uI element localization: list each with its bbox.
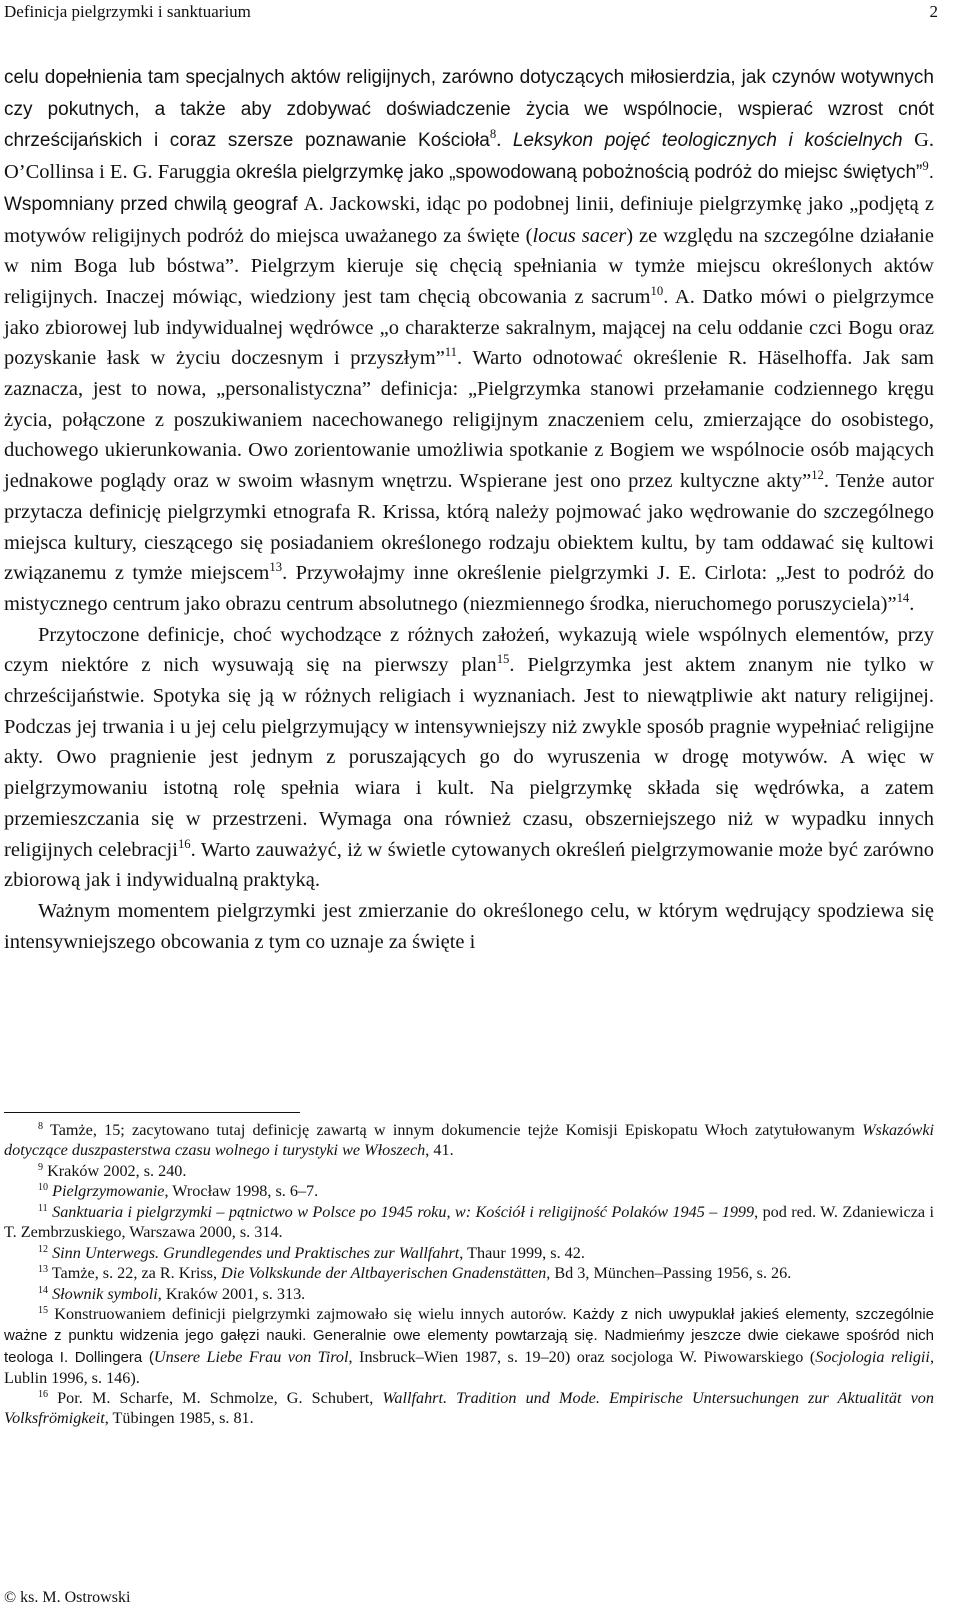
text-span: , 41. bbox=[425, 1141, 454, 1160]
text-span: G. O’Collinsa i E. G. Faruggia bbox=[4, 129, 935, 184]
footnote bbox=[4, 1161, 934, 1181]
text-span: , Lublin 1996, s. 146). bbox=[4, 1347, 934, 1387]
footnote-ref: 14 bbox=[38, 1284, 49, 1296]
footnote bbox=[4, 1304, 934, 1387]
italic-text: Sinn Unterwegs. Grundlegendes und Praktisches zur Wallfahrt bbox=[52, 1243, 460, 1262]
text-span: . Pielgrzymka jest aktem znanym nie tylko w chrześcijaństwie. Spotyka się ją w różnych religiach i wyznaniach. Jest to niewątpliwie akt natury religijnej. Podczas jej trwania i u jej celu pielgrzymujący w intensywniejszy niż zwykle sposób pragnie wypełniać religijne akty. Owo pragnienie jest jednym z poruszających go do wyruszenia w drogę motywów. A więc w pielgrzymowaniu istotną rolę spełnia wiara i kult. Na pielgrzymkę składa się wędrówka, a zatem przemieszczania się w przestrzeni. Wymaga ona również czasu, obszerniejszego niż w wypadku innych religijnych celebracji bbox=[4, 654, 934, 861]
italic-text: Unsere Liebe Frau von Tirol bbox=[153, 1347, 349, 1366]
text-span: Przytoczone definicje, choć wychodzące z różnych założeń, wykazują wiele wspólnych elementów, przy czym niektóre z nich wysuwają się na pierwszy plan bbox=[4, 623, 934, 677]
footnote-ref: 11 bbox=[38, 1202, 48, 1214]
text-span: . Przywołajmy inne określenie pielgrzymki J. E. Cirlota: „Jest to podróż do mistycznego centrum jako obrazu centrum absolutnego (niezmiennego środka, nieruchomego poruszyciela)” bbox=[4, 562, 934, 615]
footnote-ref: 15 bbox=[496, 652, 510, 667]
italic-text: Słownik symboli bbox=[52, 1284, 158, 1303]
text-span: A. Jackowski, idąc po podobnej linii, definiuje pielgrzymkę jako „podjętą z motywów religijnych podróż do miejsca uważanego za święte ( bbox=[4, 192, 934, 247]
text-span: . A. Datko mówi o pielgrzymce jako zbiorowej lub indywidualnej wędrówce „o charakterze sakralnym, mającej na celu oddanie czci Bogu oraz pozyskanie łask w życiu doczesnym i przyszłym” bbox=[4, 285, 935, 370]
footnotes bbox=[4, 1120, 934, 1429]
page-footer bbox=[4, 1587, 130, 1609]
italic-text: Pielgrzymowanie bbox=[52, 1182, 165, 1201]
text-span: określa pielgrzymkę jako „spowodowaną pobożnością podróż do miejsc świętych” bbox=[235, 162, 923, 184]
text-span: , Tübingen 1985, s. 81. bbox=[104, 1409, 254, 1428]
page-header bbox=[4, 0, 952, 24]
italic-text: locus sacer bbox=[532, 224, 627, 247]
text-span: , Insbruck–Wien 1987, s. 19–20) oraz socjologa W. Piwowarskiego ( bbox=[348, 1347, 816, 1366]
text-span: Każdy z nich uwypuklał jakieś elementy, szczególnie ważne z punktu widzenia jego gałęzi nauki. Generalnie owe elementy powtarzają się. Nadmieńmy jeszcze dwie ciekawe spośród nich teologa I. Dollingera ( bbox=[4, 1306, 934, 1366]
page-number: 2 bbox=[929, 2, 938, 21]
footnote bbox=[4, 1243, 934, 1263]
footnote bbox=[4, 1202, 934, 1242]
footnote-ref: 16 bbox=[38, 1389, 49, 1400]
copyright-notice: © ks. M. Ostrowski bbox=[4, 1589, 131, 1606]
footnote-ref: 12 bbox=[811, 468, 824, 483]
footnote-ref: 15 bbox=[38, 1305, 49, 1317]
footnote-separator bbox=[4, 1112, 300, 1113]
text-span: , Wrocław 1998, s. 6–7. bbox=[164, 1182, 319, 1201]
text-span: , Kraków 2001, s. 313. bbox=[157, 1284, 306, 1303]
text-span: . bbox=[909, 592, 915, 615]
text-span: Konstruowaniem definicji pielgrzymki zajmowało się wielu innych autorów. bbox=[48, 1305, 573, 1324]
text-span: . Tenże autor przytacza definicję pielgrzymki etnografa R. Krissa, którą należy pojmować jako wędrowanie do szczególnego miejsca kultury, cieszącego się posiadaniem określonego rodzaju obiektem kultu, by tam oddawać się kultowi związanemu z tymże miejscem bbox=[4, 470, 934, 585]
text-span: Ważnym momentem pielgrzymki jest zmierzanie do określonego celu, w którym wędrujący spodziewa się intensywniejszego obcowania z tym co uznaje za święte i bbox=[4, 899, 934, 953]
italic-text: Wallfahrt. Tradition und Mode. Empirische Untersuchungen zur Aktualität von Volksfrömigkeit bbox=[4, 1389, 934, 1428]
footnote-ref: 11 bbox=[444, 345, 458, 360]
italic-text: Sanktuaria i pielgrzymki – pątnictwo w Polsce po 1945 roku, w: Kościół i religijność Polaków 1945 – 1999 bbox=[52, 1202, 755, 1221]
footnote-ref: 13 bbox=[269, 560, 283, 575]
main-text bbox=[4, 62, 934, 957]
text-span: , Bd 3, München–Passing 1956, s. 26. bbox=[546, 1264, 792, 1283]
italic-text: Leksykon pojęć teologicznych i kościelnych bbox=[512, 130, 903, 152]
footnote-ref: 10 bbox=[650, 284, 664, 299]
running-title: Definicja pielgrzymki i sanktuarium bbox=[4, 2, 251, 21]
text-span: Tamże, s. 22, za R. Kriss, bbox=[48, 1264, 222, 1283]
italic-text: Die Volkskunde der Altbayerischen Gnadenstätten bbox=[221, 1264, 547, 1283]
footnote bbox=[4, 1284, 934, 1304]
footnote-ref: 8 bbox=[489, 127, 497, 142]
footnote-ref: 9 bbox=[922, 159, 929, 174]
text-span: . Warto zauważyć, iż w świetle cytowanych określeń pielgrzymowanie może być zarówno zbiorową jak i indywidualną praktyką. bbox=[4, 838, 935, 892]
footnote-ref: 16 bbox=[177, 836, 191, 851]
text-span: celu dopełnienia tam specjalnych aktów religijnych, zarówno dotyczących miłosierdzia, jak czynów wotywnych czy pokutnych, a także aby zdobywać doświadczenie życia we wspólnocie, wspierać wzrost cnót chrześcijańskich i coraz szersze poznawanie Kościoła bbox=[4, 67, 934, 152]
text-span: Kraków 2002, s. 240. bbox=[43, 1161, 187, 1180]
text-span: . Warto odnotować określenie R. Häselhoffa. Jak sam zaznacza, jest to nowa, „personalistyczna” definicja: „Pielgrzymka stanowi przełamanie codziennego kręgu życia, połączone z poszukiwaniem nacechowanego religijnym znaczeniem celu, zmierzające do osobistego, duchowego ukierunkowania. Owo zorientowanie umożliwia spotkanie z Bogiem we wspólnocie osób mających jednakowe poglądy oraz w swoim własnym wnętrzu. Wspierane jest ono przez kultyczne akty” bbox=[4, 347, 934, 493]
footnote-ref: 8 bbox=[38, 1120, 44, 1132]
footnote bbox=[4, 1263, 934, 1283]
text-span: ) ze względu na szczególne działanie w nim Boga lub bóstwa”. Pielgrzym kieruje się chęcią spełniania w tymże miejscu określonych aktów religijnych. Inaczej mówiąc, wiedziony jest tam chęcią obcowania z sacrum bbox=[4, 224, 934, 308]
italic-text: Socjologia religii bbox=[815, 1347, 930, 1366]
text-span: . bbox=[496, 129, 513, 152]
paragraph bbox=[4, 620, 934, 896]
text-span: . Wspomniany przed chwilą geograf bbox=[4, 162, 934, 215]
text-span: Tamże, 15; zacytowano tutaj definicję zawartą w innym dokumencie tejże Komisji Episkopatu Włoch zatytułowanym bbox=[43, 1121, 863, 1139]
footnote-ref: 10 bbox=[38, 1182, 49, 1194]
text-span: Por. M. Scharfe, M. Schmolze, G. Schubert, bbox=[48, 1389, 383, 1408]
footnote-ref: 12 bbox=[38, 1243, 49, 1255]
footnote bbox=[4, 1120, 934, 1160]
italic-text: Wskazówki dotyczące duszpasterstwa czasu wolnego i turystyki we Włoszech bbox=[4, 1121, 934, 1160]
footnote-ref: 13 bbox=[38, 1263, 49, 1275]
footnote-ref: 9 bbox=[38, 1161, 44, 1173]
footnote-ref: 14 bbox=[896, 591, 910, 606]
footnote bbox=[4, 1181, 934, 1201]
footnote bbox=[4, 1388, 934, 1428]
paragraph bbox=[4, 896, 934, 957]
text-span: , Thaur 1999, s. 42. bbox=[459, 1243, 585, 1262]
paragraph bbox=[4, 62, 934, 620]
text-span: , pod red. W. Zdaniewicza i T. Zembrzuskiego, Warszawa 2000, s. 314. bbox=[4, 1202, 934, 1241]
